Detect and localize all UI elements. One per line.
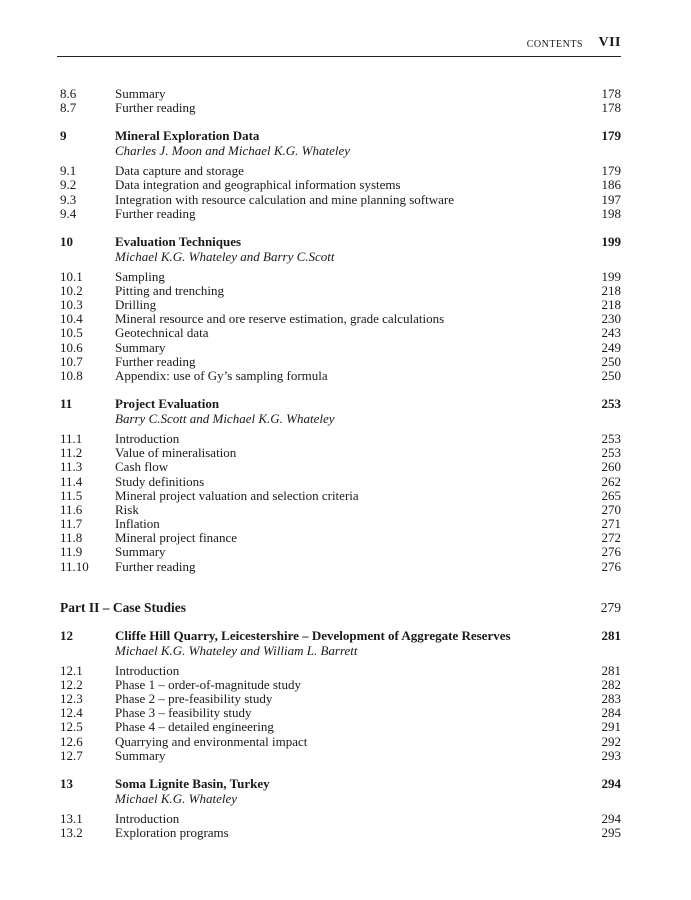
entry-title: Quarrying and environmental impact xyxy=(115,733,308,749)
toc-section-entry xyxy=(60,178,621,192)
entry-title: Risk xyxy=(115,501,139,517)
entry-page: 250 xyxy=(601,353,621,369)
entry-title: Phase 1 – order-of-magnitude study xyxy=(115,676,302,692)
entry-number: 12.5 xyxy=(60,719,83,735)
toc-section-entry xyxy=(60,312,621,326)
entry-title: Pitting and trenching xyxy=(115,282,225,298)
entry-title: Evaluation Techniques xyxy=(115,233,242,249)
entry-page: 249 xyxy=(601,339,621,355)
entry-number: 12.6 xyxy=(60,733,83,749)
entry-number: 8.6 xyxy=(60,86,77,101)
entry-title: Drilling xyxy=(115,297,157,313)
entry-page: 253 xyxy=(601,445,621,461)
entry-page: 179 xyxy=(601,128,621,144)
entry-title: Project Evaluation xyxy=(115,395,220,411)
entry-number: 11.2 xyxy=(60,445,83,461)
entry-number: 9.3 xyxy=(60,191,77,207)
entry-number: 11.6 xyxy=(60,501,83,517)
entry-page: 295 xyxy=(601,824,621,840)
entry-title: Phase 4 – detailed engineering xyxy=(115,719,274,735)
entry-number: 10.6 xyxy=(60,339,83,355)
entry-number: 10.7 xyxy=(60,353,83,369)
entry-number: 10.8 xyxy=(60,368,83,383)
toc-section-entry xyxy=(60,531,621,545)
entry-title: Further reading xyxy=(115,100,196,116)
entry-number: 11 xyxy=(60,395,73,411)
entry-title: Integration with resource calculation and mine planning software xyxy=(115,191,454,207)
entry-title: Mineral project finance xyxy=(115,530,237,546)
chapter-author xyxy=(60,791,621,806)
entry-number: 12.2 xyxy=(60,676,83,692)
entry-title: Sampling xyxy=(115,268,165,284)
toc-chapter-entry xyxy=(60,777,621,791)
entry-number: 10.1 xyxy=(60,268,83,284)
entry-title: Summary xyxy=(115,747,166,763)
toc-section-entry xyxy=(60,720,621,734)
toc-section-entry xyxy=(60,503,621,517)
entry-title: Summary xyxy=(115,544,166,560)
entry-number: 9.4 xyxy=(60,205,77,221)
entry-page: 271 xyxy=(601,516,621,532)
entry-title: Appendix: use of Gy’s sampling formula xyxy=(115,368,328,383)
entry-number: 13 xyxy=(60,775,73,791)
toc-section-entry xyxy=(60,826,621,840)
entry-number: 12 xyxy=(60,627,73,643)
entry-page: 179 xyxy=(601,163,621,179)
entry-page: 284 xyxy=(601,705,621,721)
toc-section-entry xyxy=(60,475,621,489)
running-header-section: CONTENTS xyxy=(526,39,583,50)
entry-page: 276 xyxy=(601,544,621,560)
entry-page: 178 xyxy=(601,100,621,116)
entry-title: Soma Lignite Basin, Turkey xyxy=(115,775,270,791)
toc-section-entry xyxy=(60,207,621,221)
entry-number: 11.3 xyxy=(60,459,83,475)
entry-page: 282 xyxy=(601,676,621,692)
entry-title: Further reading xyxy=(115,558,196,574)
entry-title: Value of mineralisation xyxy=(115,445,237,461)
toc-section-entry xyxy=(60,101,621,115)
entry-page: 281 xyxy=(601,662,621,678)
entry-title: Inflation xyxy=(115,516,160,532)
entry-page: 230 xyxy=(601,311,621,327)
entry-title: Introduction xyxy=(115,662,180,678)
entry-number: 12.3 xyxy=(60,690,83,706)
entry-number: 11.8 xyxy=(60,530,83,546)
entry-number: 11.5 xyxy=(60,487,83,503)
entry-number: 10.2 xyxy=(60,282,83,298)
toc-section-entry xyxy=(60,692,621,706)
table-of-contents xyxy=(60,87,621,840)
entry-page: 250 xyxy=(601,368,621,383)
toc-chapter-entry xyxy=(60,129,621,143)
entry-page: 218 xyxy=(601,282,621,298)
entry-number: 12.1 xyxy=(60,662,83,678)
entry-title: Data capture and storage xyxy=(115,163,244,179)
entry-number: 13.2 xyxy=(60,824,83,840)
toc-chapter-entry xyxy=(60,235,621,249)
author-names: Charles J. Moon and Michael K.G. Whateley xyxy=(115,143,351,159)
entry-title: Mineral Exploration Data xyxy=(115,128,260,144)
entry-title: Geotechnical data xyxy=(115,325,209,341)
entry-page: 292 xyxy=(601,733,621,749)
entry-page: 243 xyxy=(601,325,621,341)
entry-number: 12.4 xyxy=(60,705,83,721)
entry-title: Mineral resource and ore reserve estimation, grade calculations xyxy=(115,311,445,327)
entry-title: Introduction xyxy=(115,810,180,826)
toc-section-entry xyxy=(60,355,621,369)
entry-number: 11.4 xyxy=(60,473,83,489)
entry-title: Cash flow xyxy=(115,459,169,475)
toc-section-entry xyxy=(60,432,621,446)
toc-section-entry xyxy=(60,341,621,355)
toc-section-entry xyxy=(60,489,621,503)
toc-section-entry xyxy=(60,706,621,720)
entry-page: 272 xyxy=(601,530,621,546)
entry-page: 270 xyxy=(601,501,621,517)
entry-number: 9.1 xyxy=(60,163,77,179)
entry-page: 178 xyxy=(601,86,621,101)
entry-page: 262 xyxy=(601,473,621,489)
toc-chapter-entry xyxy=(60,397,621,411)
author-names: Michael K.G. Whateley and William L. Barrett xyxy=(115,642,358,658)
entry-title: Summary xyxy=(115,339,166,355)
toc-section-entry xyxy=(60,560,621,574)
entry-page: 186 xyxy=(601,177,621,193)
toc-section-entry xyxy=(60,749,621,763)
toc-section-entry xyxy=(60,678,621,692)
entry-page: 283 xyxy=(601,690,621,706)
toc-section-entry xyxy=(60,545,621,559)
entry-title: Exploration programs xyxy=(115,824,229,840)
entry-number: 10.4 xyxy=(60,311,83,327)
toc-section-entry xyxy=(60,284,621,298)
entry-page: 293 xyxy=(601,747,621,763)
toc-section-entry xyxy=(60,270,621,284)
entry-page: 294 xyxy=(601,810,621,826)
toc-part-heading xyxy=(60,601,621,615)
author-names: Michael K.G. Whateley and Barry C.Scott xyxy=(115,248,335,264)
running-header xyxy=(57,34,621,57)
entry-title: Study definitions xyxy=(115,473,205,489)
entry-number: 9 xyxy=(60,128,67,144)
toc-section-entry xyxy=(60,193,621,207)
toc-section-entry xyxy=(60,812,621,826)
entry-page: 294 xyxy=(601,775,621,791)
chapter-author xyxy=(60,643,621,658)
toc-section-entry xyxy=(60,87,621,101)
chapter-author xyxy=(60,249,621,264)
chapter-author xyxy=(60,411,621,426)
entry-page: 198 xyxy=(601,205,621,221)
entry-number: 10.5 xyxy=(60,325,83,341)
toc-chapter-entry xyxy=(60,629,621,643)
entry-page: 281 xyxy=(601,627,621,643)
entry-page: 197 xyxy=(601,191,621,207)
author-names: Barry C.Scott and Michael K.G. Whateley xyxy=(115,411,335,427)
page-number: VII xyxy=(598,35,621,50)
entry-title: Further reading xyxy=(115,353,196,369)
toc-section-entry xyxy=(60,164,621,178)
entry-page: 276 xyxy=(601,558,621,574)
entry-page: 253 xyxy=(601,395,621,411)
entry-number: 9.2 xyxy=(60,177,77,193)
entry-page: 291 xyxy=(601,719,621,735)
entry-title: Data integration and geographical information systems xyxy=(115,177,401,193)
entry-number: 11.9 xyxy=(60,544,83,560)
entry-page: 265 xyxy=(601,487,621,503)
entry-page: 253 xyxy=(601,430,621,446)
entry-page: 260 xyxy=(601,459,621,475)
entry-title: Summary xyxy=(115,86,166,101)
entry-number: 10 xyxy=(60,233,73,249)
chapter-author xyxy=(60,143,621,158)
toc-section-entry xyxy=(60,664,621,678)
toc-section-entry xyxy=(60,446,621,460)
entry-number: 12.7 xyxy=(60,747,83,763)
entry-title: Part II – Case Studies xyxy=(60,599,187,615)
toc-section-entry xyxy=(60,298,621,312)
entry-number: 11.7 xyxy=(60,516,83,532)
entry-number: 11.10 xyxy=(60,558,89,574)
author-names: Michael K.G. Whateley xyxy=(115,790,238,806)
toc-section-entry xyxy=(60,326,621,340)
entry-title: Further reading xyxy=(115,205,196,221)
entry-title: Phase 3 – feasibility study xyxy=(115,705,252,721)
entry-title: Introduction xyxy=(115,430,180,446)
entry-page: 199 xyxy=(601,268,621,284)
entry-number: 10.3 xyxy=(60,297,83,313)
toc-section-entry xyxy=(60,460,621,474)
entry-number: 11.1 xyxy=(60,430,83,446)
entry-page: 279 xyxy=(600,599,621,615)
entry-page: 199 xyxy=(601,233,621,249)
toc-section-entry xyxy=(60,369,621,383)
entry-number: 8.7 xyxy=(60,100,77,116)
toc-section-entry xyxy=(60,735,621,749)
entry-page: 218 xyxy=(601,297,621,313)
toc-section-entry xyxy=(60,517,621,531)
entry-title: Phase 2 – pre-feasibility study xyxy=(115,690,273,706)
entry-title: Mineral project valuation and selection criteria xyxy=(115,487,359,503)
entry-title: Cliffe Hill Quarry, Leicestershire – Development of Aggregate Reserves xyxy=(115,627,511,643)
entry-number: 13.1 xyxy=(60,810,83,826)
